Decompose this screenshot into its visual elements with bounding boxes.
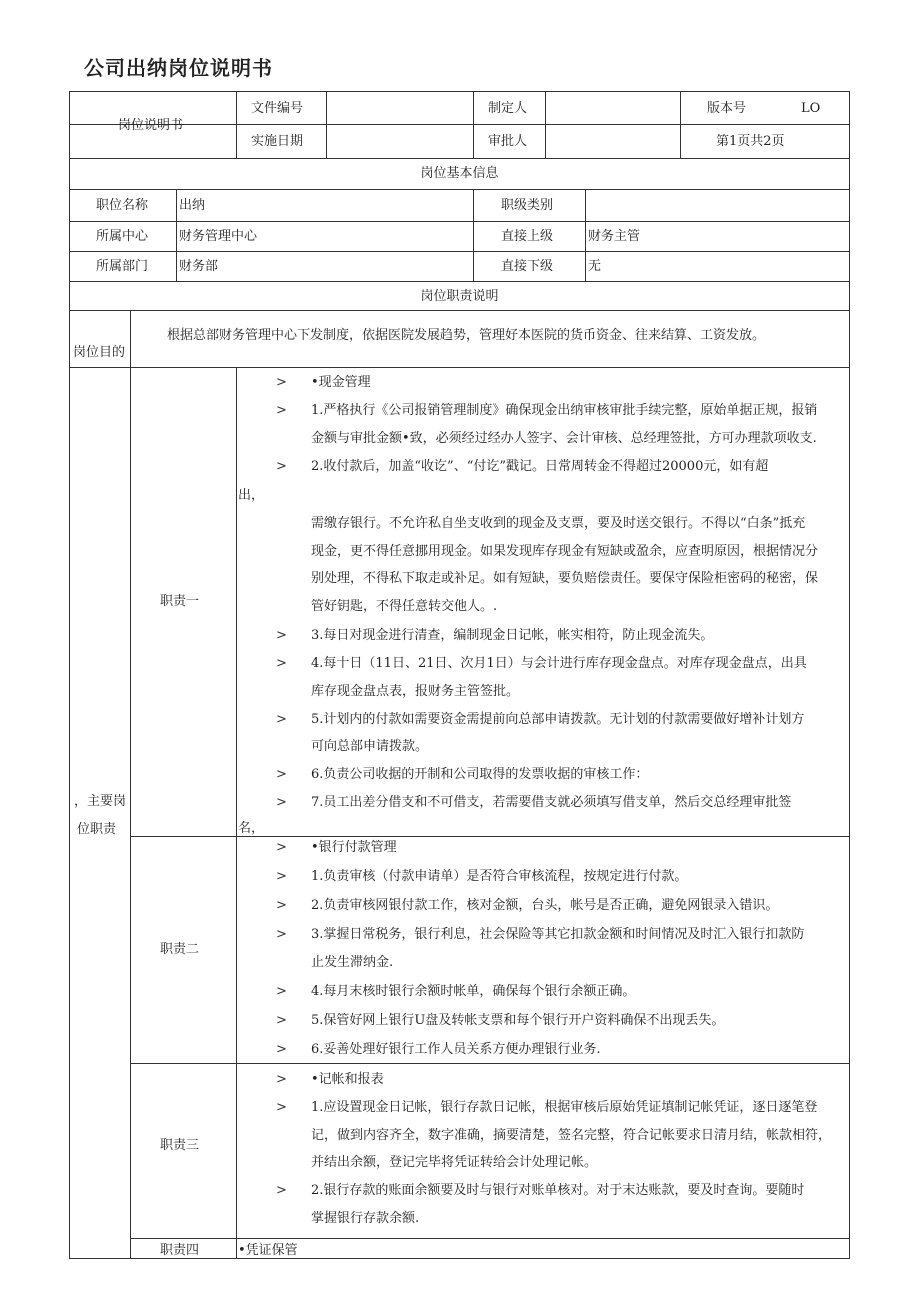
version-label: 版本号 xyxy=(707,101,747,116)
duty-line: •现金管理 xyxy=(311,375,371,390)
duty-line: 记，做到内容齐全，数字准确，摘要清楚，签名完整，符合记帐要求日清月结，帐款相符， xyxy=(311,1128,832,1143)
page-title: 公司出纳岗位说明书 xyxy=(84,56,273,80)
author-label: 制定人 xyxy=(488,101,528,116)
arrow-icon: > xyxy=(276,459,287,474)
rule xyxy=(69,221,850,222)
rule xyxy=(680,91,681,158)
duty-line: 止发生滞纳金. xyxy=(311,955,394,970)
duty-line: 3.掌握日常税务，银行利息，社会保险等其它扣款金额和时间情况及时汇入银行扣款防 xyxy=(311,927,805,942)
basic-info-title: 岗位基本信息 xyxy=(420,166,499,181)
duty-line: •记帐和报表 xyxy=(311,1072,384,1087)
duty-line: 需缴存银行。不允许私自坐支收到的现金及支票，要及时送交银行。不得以“白条”抵充 xyxy=(311,516,806,531)
subordinate-value: 无 xyxy=(588,259,602,274)
rule xyxy=(473,91,474,158)
rule xyxy=(473,189,474,281)
arrow-icon: > xyxy=(276,1183,287,1198)
rule xyxy=(69,124,850,125)
arrow-icon: > xyxy=(276,1042,287,1057)
rule xyxy=(176,189,177,281)
rule xyxy=(130,1238,850,1239)
duty-line: 并结出余额，登记完毕将凭证转给会计处理记帐。 xyxy=(311,1155,598,1170)
main-duty-label: 位职责 xyxy=(77,822,117,837)
superior-value: 财务主管 xyxy=(588,229,641,244)
rule xyxy=(69,189,850,190)
version-value: LO xyxy=(801,101,821,116)
position-value: 出纳 xyxy=(179,198,206,213)
duty-section-title: 岗位职责说明 xyxy=(420,289,499,304)
arrow-icon: > xyxy=(276,927,287,942)
center-label: 所属中心 xyxy=(96,229,149,244)
arrow-icon: > xyxy=(276,984,287,999)
arrow-icon: > xyxy=(276,656,287,671)
duty-line: 别处理，不得私下取走或补足。如有短缺，要负赔偿责任。要保守保险柜密码的秘密，保 xyxy=(311,571,819,586)
duty-line: 1.应设置现金日记帐，银行存款日记帐，根据审核后原始凭证填制记帐凭证，逐日逐笔登 xyxy=(311,1100,818,1115)
duty-line: 掌握银行存款余额. xyxy=(311,1211,420,1226)
duty-line: 现金，更不得任意挪用现金。如果发现库存现金有短缺或盈余，应查明原因，根据情况分 xyxy=(311,544,819,559)
rule xyxy=(585,189,586,281)
duty-line: 2.银行存款的账面余额要及时与银行对账单核对。对于末达账款，要及时查询。要随时 xyxy=(311,1183,805,1198)
arrow-icon: > xyxy=(276,869,287,884)
duty-line: 名， xyxy=(238,821,265,836)
subordinate-label: 直接下级 xyxy=(501,259,554,274)
rule xyxy=(69,367,850,368)
arrow-icon: > xyxy=(276,795,287,810)
rule xyxy=(545,91,546,158)
duty-line: •凭证保管 xyxy=(238,1243,298,1258)
rule xyxy=(69,281,850,282)
duty-line: 7.员工出差分借支和不可借支，若需要借支就必须填写借支单，然后交总经理审批签 xyxy=(311,795,792,810)
arrow-icon: > xyxy=(276,375,287,390)
duty-line: 4.每月末核时银行余额时帐单，确保每个银行余额正确。 xyxy=(311,984,636,999)
duty-line: 金额与审批金额•致，必须经过经办人签字、会计审核、总经理签批，方可办理款项收支. xyxy=(311,431,817,446)
center-value: 财务管理中心 xyxy=(179,229,258,244)
arrow-icon: > xyxy=(276,712,287,727)
arrow-icon: > xyxy=(276,898,287,913)
duty-line: 5.保管好网上银行U盘及转帐支票和每个银行开户资料确保不出现丢失。 xyxy=(311,1013,725,1028)
duty-line: 6.妥善处理好银行工作人员关系方便办理银行业务. xyxy=(311,1042,601,1057)
duty-line: 可向总部申请拨款。 xyxy=(311,739,429,754)
arrow-icon: > xyxy=(276,1100,287,1115)
purpose-text: 根据总部财务管理中心下发制度，依据医院发展趋势，管理好本医院的货币资金、往来结算、工资发放。 xyxy=(167,328,766,343)
arrow-icon: > xyxy=(276,1013,287,1028)
duty-line: 库存现金盘点表，报财务主管签批。 xyxy=(311,684,520,699)
duty-line: 3.每日对现金进行清查，编制现金日记帐，帐实相符，防止现金流失。 xyxy=(311,628,714,643)
duty-4-label: 职责四 xyxy=(160,1243,200,1258)
rule xyxy=(130,1063,850,1064)
rule xyxy=(326,91,327,158)
duty-line: 1.严格执行《公司报销管理制度》确保现金出纳审核审批手续完整，原始单据正规，报销 xyxy=(311,403,818,418)
doc-label: 岗位说明书 xyxy=(118,118,184,133)
duty-line: 2.负责审核网银付款工作，核对金额，台头，帐号是否正确，避免网银录入错识。 xyxy=(311,898,779,913)
arrow-icon: > xyxy=(276,403,287,418)
duty-line: 2.收付款后，加盖“收讫”、“付讫”戳记。日常周转金不得超过20000元，如有超 xyxy=(311,459,769,474)
rule xyxy=(69,251,850,252)
purpose-label: 岗位目的 xyxy=(73,345,126,360)
file-no-label: 文件编号 xyxy=(251,101,304,116)
page-info: 第1页共2页 xyxy=(716,134,785,149)
rule xyxy=(69,310,850,311)
rule xyxy=(236,367,237,1259)
dept-label: 所属部门 xyxy=(96,259,149,274)
rule xyxy=(236,91,237,158)
arrow-icon: > xyxy=(276,1072,287,1087)
arrow-icon: > xyxy=(276,628,287,643)
duty-3-label: 职责三 xyxy=(160,1138,200,1153)
duty-line: 4.每十日（11日、21日、次月1日）与会计进行库存现金盘点。对库存现金盘点，出具 xyxy=(311,656,807,671)
dept-value: 财务部 xyxy=(179,259,219,274)
duty-line: 1.负责审核（付款申请单）是否符合审核流程，按规定进行付款。 xyxy=(311,869,688,884)
duty-1-label: 职责一 xyxy=(160,594,200,609)
arrow-icon: > xyxy=(276,840,287,855)
duty-line: 5.计划内的付款如需要资金需提前向总部申请拨款。无计划的付款需要做好增补计划方 xyxy=(311,712,805,727)
duty-line: 出， xyxy=(238,488,265,503)
position-label: 职位名称 xyxy=(96,198,149,213)
duty-line: 6.负责公司收据的开制和公司取得的发票收据的审核工作： xyxy=(311,767,649,782)
approver-label: 审批人 xyxy=(488,134,528,149)
date-label: 实施日期 xyxy=(251,134,304,149)
duty-line: 管好钥匙，不得任意转交他人。. xyxy=(311,599,498,614)
duty-line: •银行付款管理 xyxy=(311,840,397,855)
duty-2-label: 职责二 xyxy=(160,942,200,957)
grade-label: 职级类别 xyxy=(501,198,554,213)
main-duty-label: ，主要岗 xyxy=(74,794,127,809)
rule xyxy=(69,158,850,159)
rule xyxy=(130,310,131,1259)
arrow-icon: > xyxy=(276,767,287,782)
superior-label: 直接上级 xyxy=(501,229,554,244)
